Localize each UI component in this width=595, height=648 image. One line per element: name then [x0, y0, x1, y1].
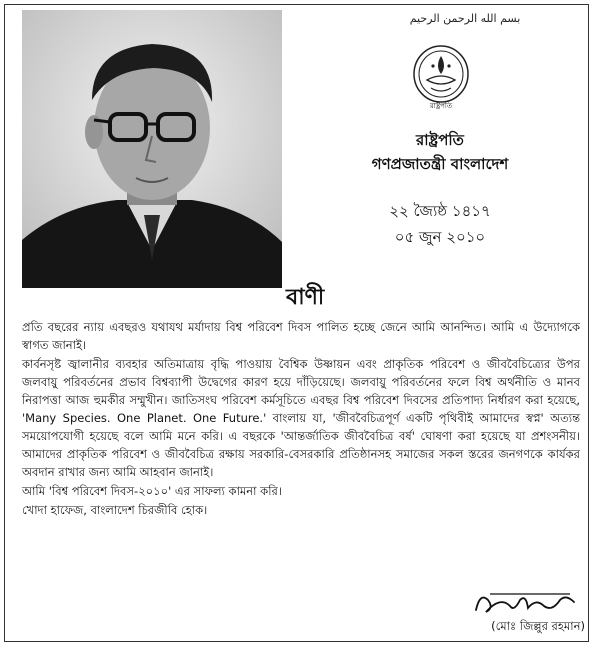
signatory-name: (মোঃ জিল্লুর রহমান): [491, 619, 585, 633]
message-paragraph: খোদা হাফেজ, বাংলাদেশ চিরজীবি হোক।: [22, 503, 208, 517]
message-paragraph: আমি 'বিশ্ব পরিবেশ দিবস-২০১০' এর সাফল্য কামনা করি।: [22, 484, 282, 498]
message-paragraph: প্রতি বছরের ন্যায় এবছরও যথাযথ মর্যাদায় বিশ্ব পরিবেশ দিবস পালিত হচ্ছে জেনে আমি আনন্দিত। আমি এ উদ্যোগকে স্বাগত জানাই।: [22, 320, 580, 352]
president-portrait: [22, 10, 282, 288]
presidential-seal-icon: [411, 44, 471, 110]
office-title: [300, 128, 580, 176]
signature-image: [470, 586, 580, 620]
date-bengali: ২২ জ্যৈষ্ঠ ১৪১৭: [389, 202, 491, 220]
message-paragraph: কার্বনসৃষ্ট জ্বালানীর ব্যবহার অতিমাত্রায় বৃদ্ধি পাওয়ায় বৈশ্বিক উষ্ণায়ন এবং প্রাকৃতিক পরিবেশ ও জীববৈচিত্র্যের উপর জলবায়ু পরিবর্তনের প্রভাব বিশ্বব্যাপী উদ্বেগের কারণ হয়ে দাঁড়িয়েছে। জলবায়ু পরিবর্তনের ফলে বিশ্ব অর্থনীতি ও মানব নিরাপত্তা আজ হুমকীর সম্মুখীন। জাতিসংঘ পরিবেশ কর্মসূচিতে এবছর বিশ্ব পরিবেশ দিবসের প্রতিপাদ্য নির্ধারণ করা হয়েছে, 'Many Species. One Planet. One Future.' বাংলায় যা, 'জীববৈচিত্রপূর্ণ একটি পৃথিবীই আমাদের স্বপ্ন' অত্যন্ত সময়োপযোগী হয়েছে বলে আমি মনে করি। এ বছরকে 'আন্তর্জাতিক জীববৈচিত্র বর্ষ' ঘোষণা করা হয়েছে যা প্রশংসনীয়। আমাদের প্রাকৃতিক পরিবেশ ও জীববৈচিত্র রক্ষায় সরকারি-বেসরকারি প্রতিষ্ঠানসহ সমাজের সকল স্তরের জনগণকে কার্যকর অবদান রাখার জন্য আমি আহবান জানাই।: [22, 357, 580, 479]
office-line-country: গণপ্রজাতন্ত্রী বাংলাদেশ: [371, 155, 509, 173]
message-body: [22, 318, 580, 520]
office-line-president: রাষ্ট্রপতি: [416, 131, 464, 149]
seal-caption: রাষ্ট্রপতি: [429, 102, 453, 110]
bismillah-calligraphy: بسم الله الرحمن الرحيم: [409, 12, 521, 25]
date-block: [300, 198, 580, 250]
message-heading: বাণী: [286, 285, 325, 310]
date-gregorian: ০৫ জুন ২০১০: [394, 228, 486, 246]
